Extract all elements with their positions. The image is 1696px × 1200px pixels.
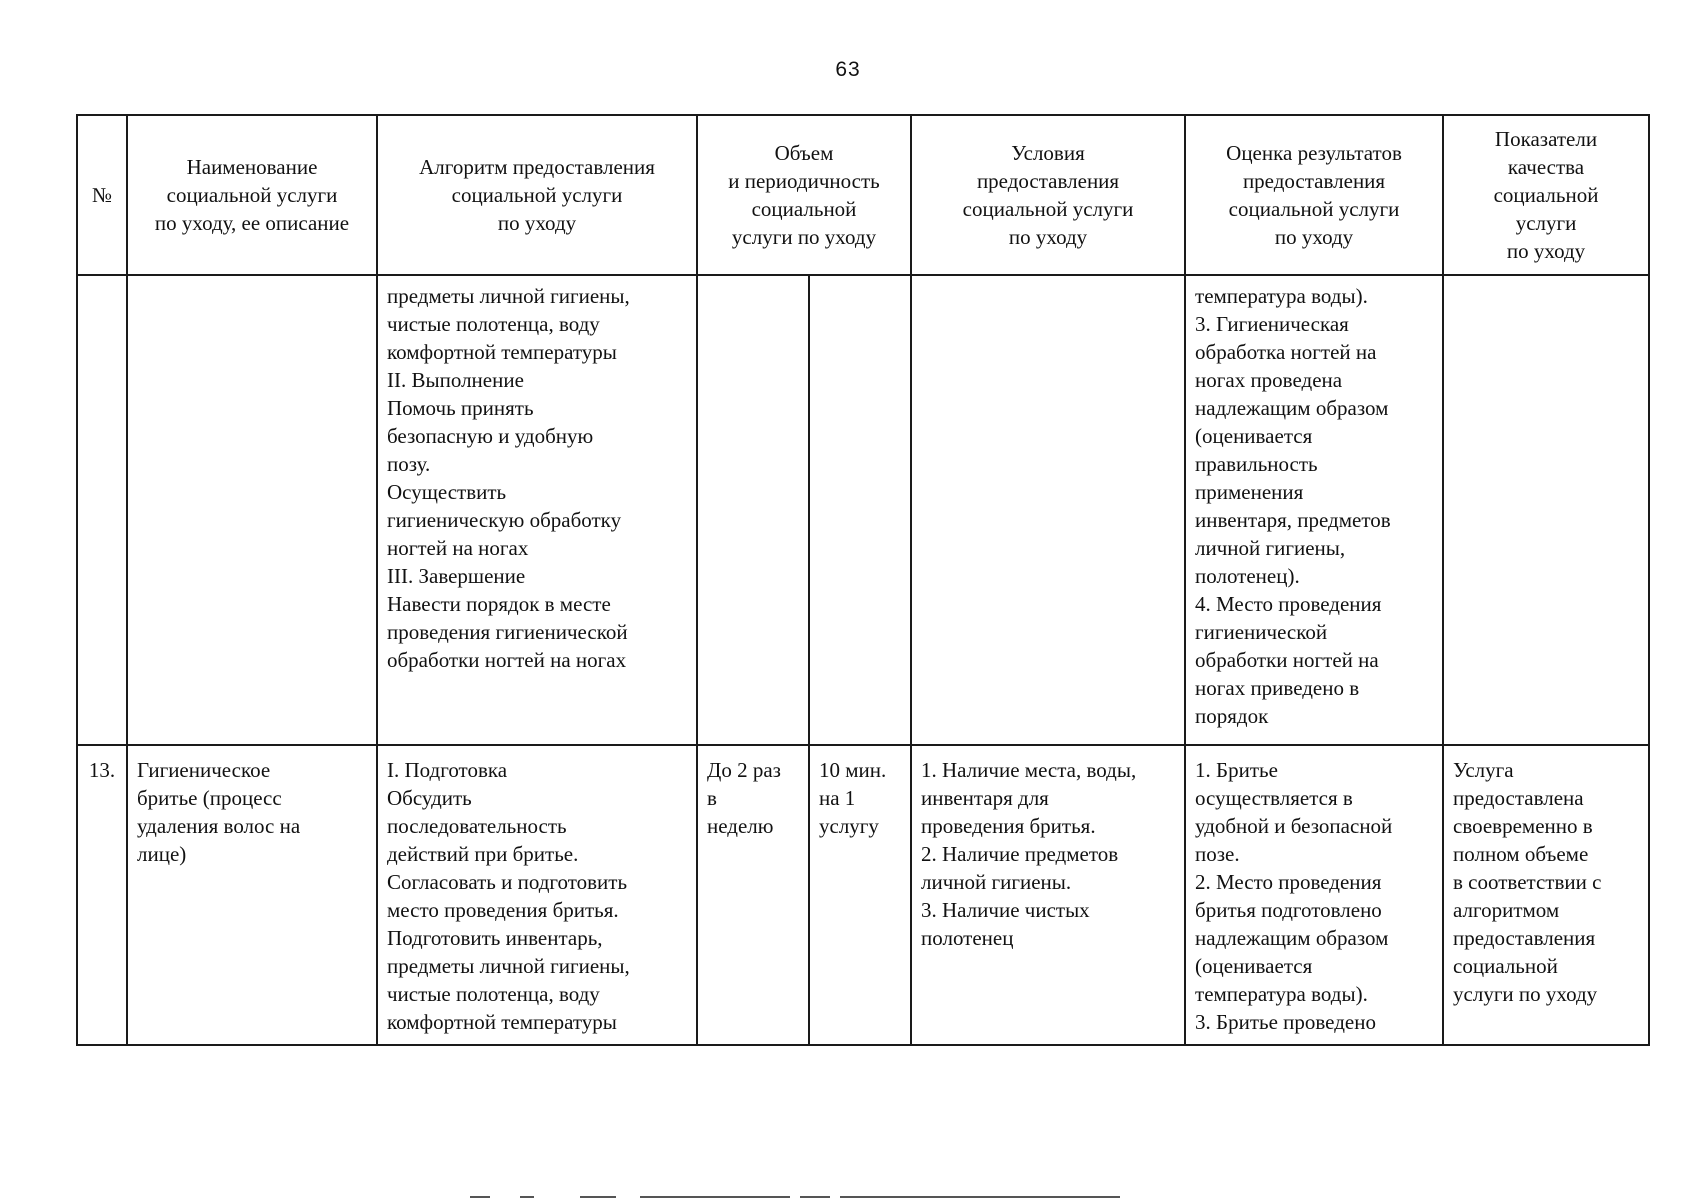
cell-evaluation bbox=[1185, 275, 1443, 745]
cell-evaluation bbox=[1185, 745, 1443, 1045]
cell-conditions bbox=[911, 275, 1185, 745]
cell-quality-text: Услуга предоставлена своевременно в полном объеме в соответствии с алгоритмом предоставления социальной услуги по уходу bbox=[1453, 758, 1602, 1006]
social-services-table bbox=[76, 114, 1650, 1046]
page-number: 63 bbox=[835, 58, 861, 81]
header-conditions bbox=[911, 115, 1185, 275]
header-volume-text: Объем и периодичность социальной услуги по уходу bbox=[728, 141, 880, 249]
cell-evaluation-text: 1. Бритье осуществляется в удобной и безопасной позе. 2. Место проведения бритья подготовлено надлежащим образом (оценивается температура воды). 3. Бритье проведено bbox=[1195, 758, 1393, 1034]
header-evaluation bbox=[1185, 115, 1443, 275]
header-service-name bbox=[127, 115, 377, 275]
cell-algorithm bbox=[377, 745, 697, 1045]
cell-periodicity-text: До 2 раз в неделю bbox=[707, 758, 781, 838]
cell-quality bbox=[1443, 275, 1649, 745]
cell-periodicity bbox=[697, 275, 809, 745]
cell-algorithm bbox=[377, 275, 697, 745]
header-service-name-text: Наименование социальной услуги по уходу, ее описание bbox=[154, 155, 350, 235]
table-header-row bbox=[77, 115, 1649, 275]
header-quality-text: Показатели качества социальной услуги по уходу bbox=[1493, 127, 1599, 263]
cell-service-name-text: Гигиеническое бритье (процесс удаления волос на лице) bbox=[137, 758, 301, 866]
header-conditions-text: Условия предоставления социальной услуги по уходу bbox=[962, 141, 1134, 249]
cell-algorithm-text: I. Подготовка Обсудить последовательность действий при бритье. Согласовать и подготовить место проведения бритья. Подготовить инвентарь, предметы личной гигиены, чистые полотенца, воду комфортной температуры bbox=[387, 758, 630, 1034]
cell-conditions-text: 1. Наличие места, воды, инвентаря для проведения бритья. 2. Наличие предметов личной гигиены. 3. Наличие чистых полотенец bbox=[921, 758, 1137, 950]
table-row-13 bbox=[77, 745, 1649, 1045]
cell-duration-text: 10 мин. на 1 услугу bbox=[819, 758, 887, 838]
header-evaluation-text: Оценка результатов предоставления социальной услуги по уходу bbox=[1226, 141, 1402, 249]
cell-service-name bbox=[127, 275, 377, 745]
cell-duration bbox=[809, 745, 911, 1045]
cell-duration bbox=[809, 275, 911, 745]
cell-quality bbox=[1443, 745, 1649, 1045]
header-algorithm bbox=[377, 115, 697, 275]
cell-number bbox=[77, 745, 127, 1045]
cell-number-text: 13. bbox=[88, 758, 116, 782]
header-quality bbox=[1443, 115, 1649, 275]
cell-algorithm-text: предметы личной гигиены, чистые полотенца, воду комфортной температуры II. Выполнение Помочь принять безопасную и удобную позу. Осуществить гигиеническую обработку ногтей на ногах III. Завершение Навести порядок в месте проведения гигиенической обработки ногтей на ногах bbox=[387, 284, 630, 672]
header-volume bbox=[697, 115, 911, 275]
header-number-text: № bbox=[91, 183, 113, 207]
cell-conditions bbox=[911, 745, 1185, 1045]
scan-artifact-line bbox=[0, 1196, 1696, 1200]
cell-periodicity bbox=[697, 745, 809, 1045]
table-row-continuation bbox=[77, 275, 1649, 745]
cell-evaluation-text: температура воды). 3. Гигиеническая обработка ногтей на ногах проведена надлежащим образом (оценивается правильность применения инвентаря, предметов личной гигиены, полотенец). 4. Место проведения гигиенической обработки ногтей на ногах приведено в порядок bbox=[1195, 284, 1391, 728]
cell-number bbox=[77, 275, 127, 745]
header-number bbox=[77, 115, 127, 275]
header-algorithm-text: Алгоритм предоставления социальной услуги по уходу bbox=[419, 155, 655, 235]
cell-service-name bbox=[127, 745, 377, 1045]
